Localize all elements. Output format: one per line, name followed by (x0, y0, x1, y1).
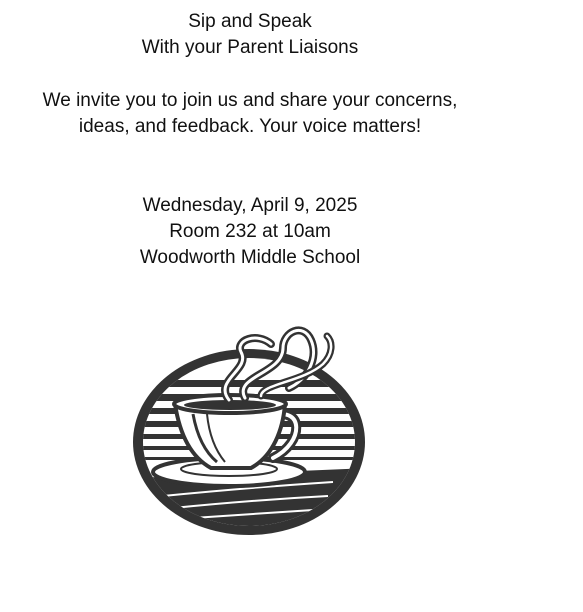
event-date: Wednesday, April 9, 2025 (142, 195, 358, 216)
steaming-coffee-cup-icon (133, 318, 369, 540)
event-details (0, 193, 500, 271)
event-location: Room 232 at 10am (169, 221, 331, 242)
event-subtitle: With your Parent Liaisons (141, 37, 359, 58)
event-school: Woodworth Middle School (139, 247, 361, 268)
invitation-line-2: ideas, and feedback. Your voice matters! (78, 116, 422, 137)
event-title: Sip and Speak (188, 11, 312, 32)
flyer-heading (0, 9, 500, 61)
invitation-text (0, 88, 500, 140)
invitation-line-1: We invite you to join us and share your concerns, (42, 90, 458, 111)
